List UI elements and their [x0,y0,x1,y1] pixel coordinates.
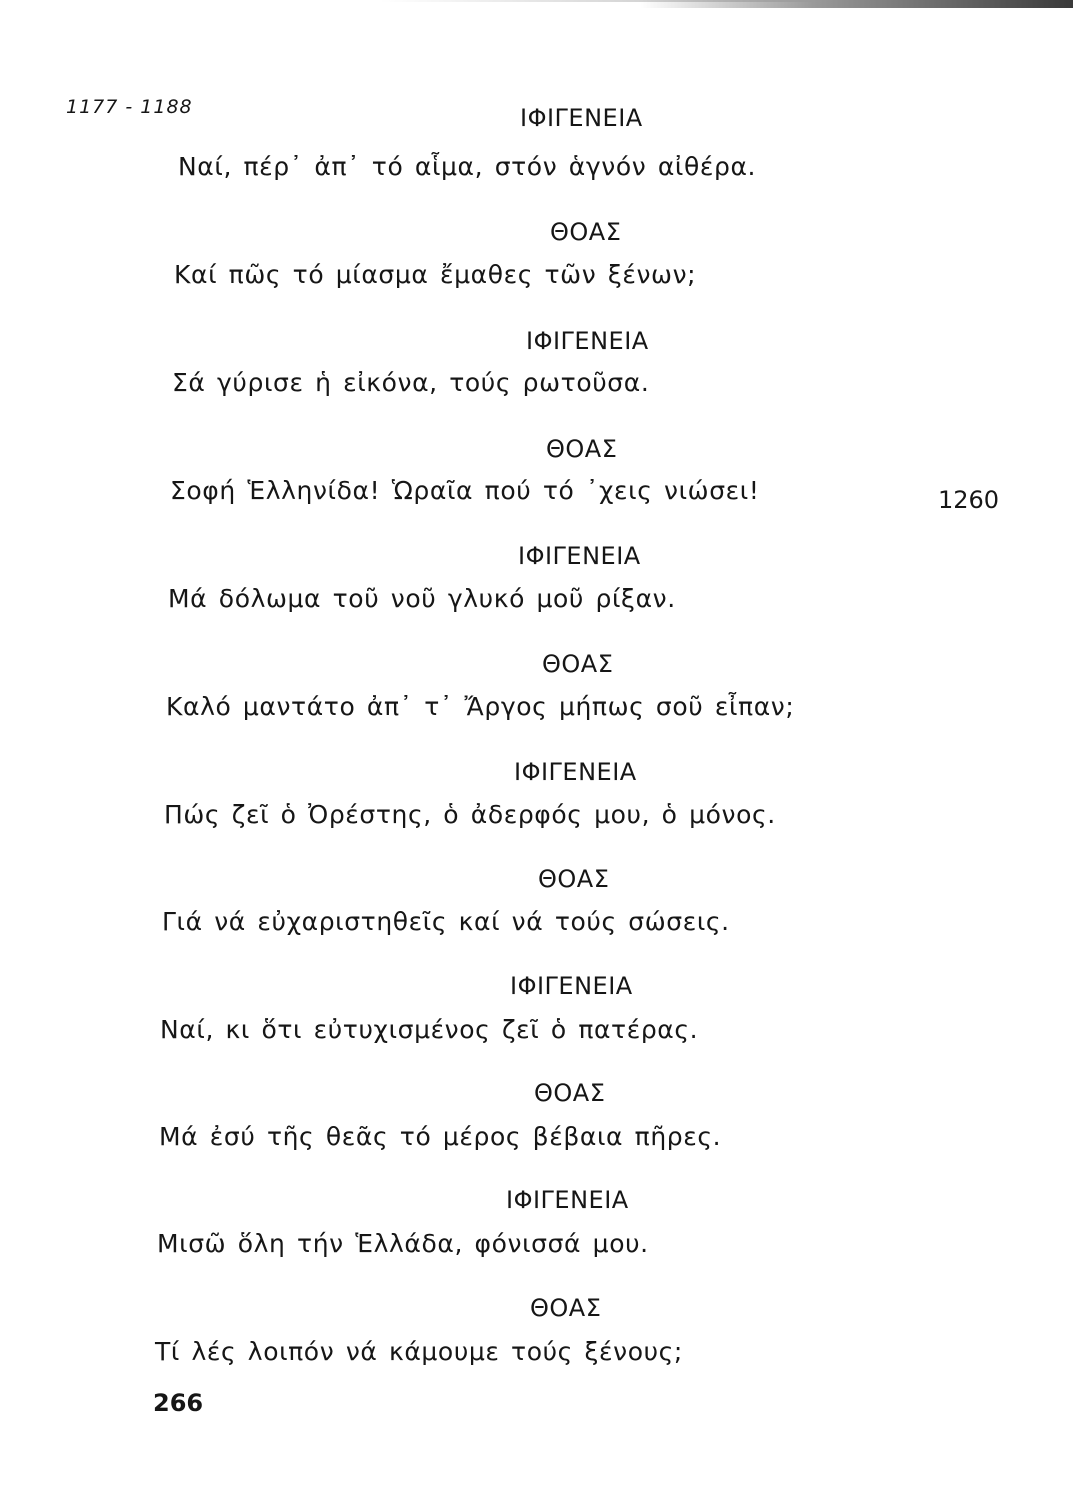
verse-line: Μά ἐσύ τῆς θεᾶς τό μέρος βέβαια πῆρες. [159,1122,722,1151]
line-range-header: 1177 - 1188 [66,96,193,118]
verse-line: Ναί, πέρ᾽ ἀπ᾽ τό αἷμα, στόν ἁγνόν αἰθέρα. [178,152,757,181]
verse-line: Μά δόλωμα τοῦ νοῦ γλυκό μοῦ ρίξαν. [168,584,676,613]
speaker-name: ΙΦΙΓΕΝΕΙΑ [506,1186,629,1214]
verse-line: Σά γύρισε ἡ εἰκόνα, τούς ρωτοῦσα. [172,368,650,397]
verse-line: Τί λές λοιπόν νά κάμουμε τούς ξένους; [155,1337,683,1366]
speaker-name: ΙΦΙΓΕΝΕΙΑ [514,758,637,786]
verse-line: Γιά νά εὐχαριστηθεῖς καί νά τούς σώσεις. [162,907,730,936]
verse-line: Καί πῶς τό μίασμα ἔμαθες τῶν ξένων; [174,260,697,289]
page-number: 266 [153,1389,204,1417]
speaker-name: ΙΦΙΓΕΝΕΙΑ [510,972,633,1000]
speaker-name: ΘΟΑΣ [550,218,622,246]
verse-line: Πώς ζεῖ ὁ Ὀρέστης, ὁ ἀδερφός μου, ὁ μόνος. [164,800,776,829]
speaker-name: ΘΟΑΣ [538,865,610,893]
speaker-name: ΙΦΙΓΕΝΕΙΑ [520,104,643,132]
verse-line: Μισῶ ὅλη τήν Ἑλλάδα, φόνισσά μου. [157,1229,649,1258]
speaker-name: ΘΟΑΣ [546,435,618,463]
margin-line-number: 1260 [938,486,1000,514]
speaker-name: ΙΦΙΓΕΝΕΙΑ [518,542,641,570]
verse-line: Σοφή Ἑλληνίδα! Ὡραῖα πού τό ᾽χεις νιώσει! [170,476,760,505]
speaker-name: ΘΟΑΣ [534,1079,606,1107]
speaker-name: ΘΟΑΣ [530,1294,602,1322]
verse-line: Ναί, κι ὅτι εὐτυχισμένος ζεῖ ὁ πατέρας. [160,1015,699,1044]
speaker-name: ΘΟΑΣ [542,650,614,678]
speaker-name: ΙΦΙΓΕΝΕΙΑ [526,327,649,355]
verse-line: Καλό μαντάτο ἀπ᾽ τ᾽ Ἄργος μήπως σοῦ εἶπαν; [166,692,795,721]
scan-edge-shadow [640,0,1073,8]
